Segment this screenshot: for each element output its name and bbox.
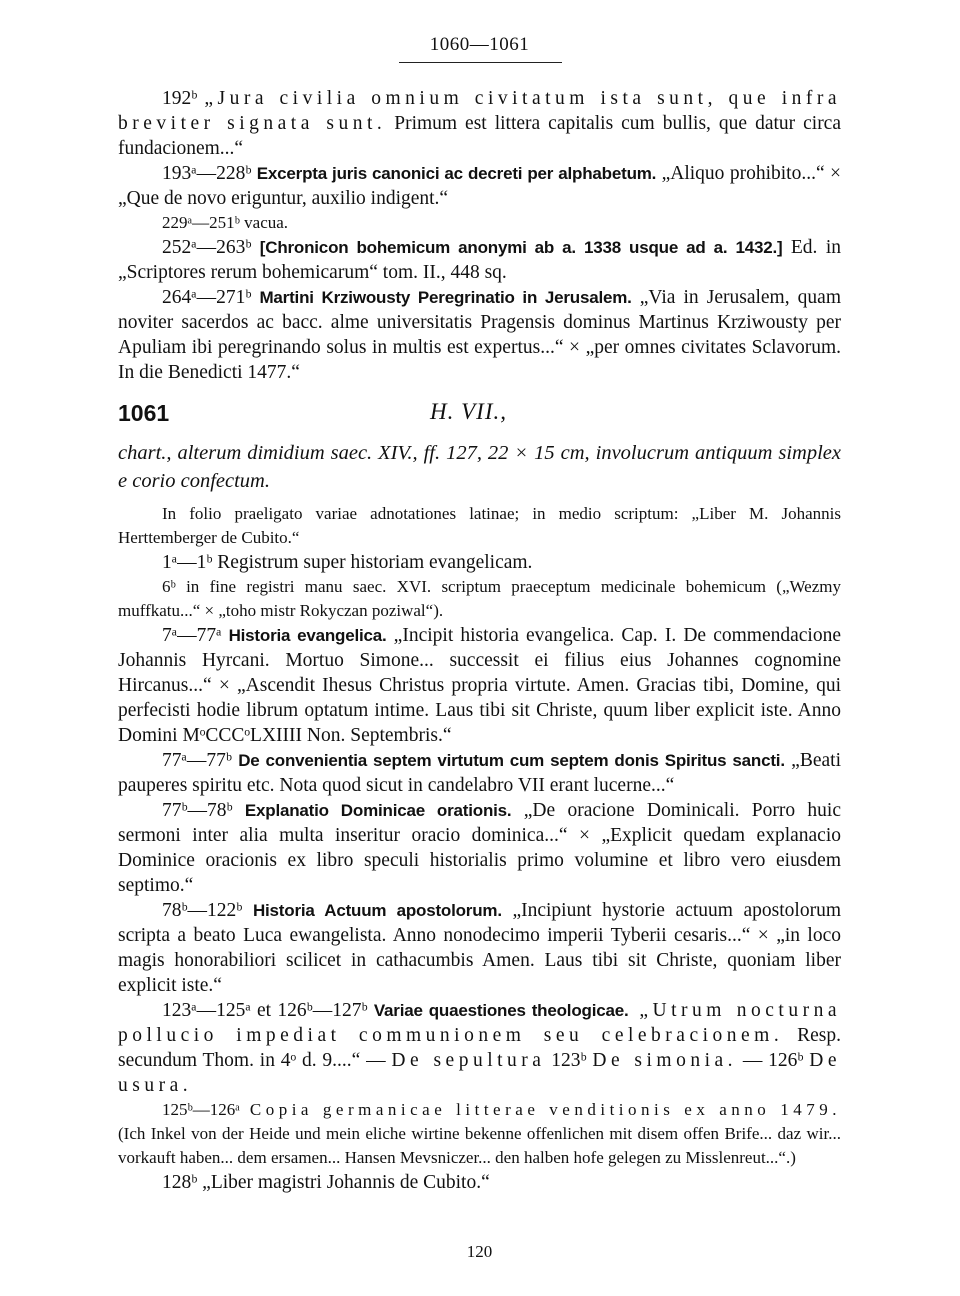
entry-229a: 229ᵃ—251ᵇ vacua. [162, 213, 289, 232]
entry-193a: 193ᵃ—228ᵇ Excerpta juris canonici ac decreti per alphabetum. „Aliquo prohibito...“ × „Que de novo eriguntur, auxilio indigent.“ [118, 163, 842, 209]
entry-128b: 128ᵇ „Liber magistri Johannis de Cubito.“ [162, 1172, 490, 1193]
page-number: 120 [466, 1242, 493, 1261]
entry-125b: 125ᵇ—126ᵃ Copia germanicae litterae venditionis ex anno 1479. (Ich Inkel von der Heide und mein eliche wirtine bekenne offenlichen mit disem offen Brife... daz wir... vorkauft haben... dem ersamen... Hansen Mevsniczer... den halben hofe gelegen zu Misslenreut...“.) [118, 1100, 841, 1167]
entry-264a: 264ᵃ—271ᵇ Martini Krziwousty Peregrinatio in Jerusalem. „Via in Jerusalem, quam noviter sacerdos ac bacc. alme universitatis Pragensis dominus Martinus Krziwousty per Apuliam ibi peregrinando solus in multis est expertus...“ × „per omnes civitates Sclavorum. In die Benedicti 1477.“ [118, 287, 841, 383]
manuscript-number: 1061 [118, 400, 170, 426]
entry-1a: 1ᵃ—1ᵇ Registrum super historiam evangelicam. [162, 552, 533, 573]
header-rule [399, 62, 562, 63]
entry-123a: 123ᵃ—125ᵃ et 126ᵇ—127ᵇ Variae quaestiones theologicae. „Utrum nocturna pollucio impediat communionem seu celebracionem. Resp. secundum Thom. in 4ᵒ d. 9....“ — De sepultura 123ᵇ De simonia. — 126ᵇ De usura. [118, 1000, 841, 1096]
entry-78b: 78ᵇ—122ᵇ Historia Actuum apostolorum. „Incipiunt hystorie actuum apostolorum scripta a beato Luca ewangelista. Anno nonodecimo imperii Tyberii cesaris...“ × „in loco magis honorabiliori scilicet in cathacumbis Amen. Laus tibi sit Christe, quoniam liber explicit iste.“ [118, 900, 842, 996]
manuscript-signature: H. VII., [430, 399, 507, 424]
entry-77b: 77ᵇ—78ᵇ Explanatio Dominicae orationis. „De oracione Dominicali. Porro huic sermoni inter alia multa inseritur oracio dominica...“ × „Explicit quedam explanacio Dominice oracionis ex libro speculi historialis primo volumine et libro vero eiusdem septimo.“ [118, 800, 842, 896]
page-body [118, 86, 841, 1195]
entry-7a: 7ᵃ—77ᵃ Historia evangelica. „Incipit historia evangelica. Cap. I. De commendacione Johannis Hyrcani. Mortuo Simone... successit ei filius eius Johannes cognomine Hircanus...“ × „Ascendit Ihesus Christus propria virtute. Amen. Gracias tibi, Domine, qui perfecisti hodie librum optatum intime. Laus tibi sit Christe, quum liber explicit iste. Anno Domini MᵒCCCᵒLXIIII Non. Septembris.“ [118, 625, 841, 746]
manuscript-heading [118, 397, 841, 439]
entry-6b: 6ᵇ in fine registri manu saec. XVI. scriptum praeceptum medicinale bohemicum („Wezmy muffkatu...“ × „toho mistr Rokyczan poziwal“). [118, 577, 841, 620]
page-header: 1060—1061 [429, 34, 530, 55]
page [118, 0, 841, 1296]
manuscript-description: chart., alterum dimidium saec. XIV., ff. 127, 22 × 15 cm, involucrum antiquum simplex e corio confectum. [118, 442, 841, 492]
manuscript-note: In folio praeligato variae adnotationes latinae; in medio scriptum: „Liber M. Johannis Herttemberger de Cubito.“ [118, 504, 841, 547]
entry-77a: 77ᵃ—77ᵇ De convenientia septem virtutum cum septem donis Spiritus sancti. „Beati pauperes spiritu etc. Nota quod sicut in candelabro VII erant lucerne...“ [118, 750, 841, 796]
entry-252a: 252ᵃ—263ᵇ [Chronicon bohemicum anonymi ab a. 1338 usque ad a. 1432.] Ed. in „Scriptores rerum bohemicarum“ tom. II., 448 sq. [118, 237, 841, 283]
entry-192b: 192ᵇ „Jura civilia omnium civitatum ista sunt, que infra breviter signata sunt. Primum est littera capitalis cum bullis, que datur circa fundacionem...“ [118, 88, 841, 159]
